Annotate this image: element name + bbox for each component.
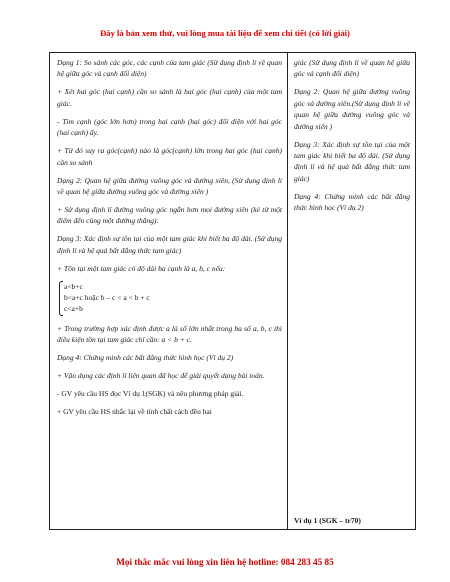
paragraph: giác (Sử dụng định lí về quan hệ giữa góc và cạnh đối diện) xyxy=(294,58,410,79)
right-paragraphs xyxy=(294,57,410,214)
inequality-line: a<b+c xyxy=(64,281,83,291)
left-paragraphs xyxy=(57,57,282,274)
paragraph: + Tồn tại một tam giác có độ dài ba cạnh là a, b, c nếu: xyxy=(57,263,226,273)
paragraph: Dạng 3: Xác định sự tồn tại của một tam giác khi biết ba độ dài. (Sử dụng định lí và hệ quả bất đẳng thức tam giác) xyxy=(57,234,282,255)
left-paragraphs-after xyxy=(57,323,282,418)
lesson-table xyxy=(49,52,416,530)
teacher-activity-column xyxy=(50,53,287,424)
paragraph: + Xét hai góc (hai cạnh) cần so sánh là hai góc (hai cạnh) của một tam giác. xyxy=(57,87,282,108)
example-label: Ví dụ 1 (SGK – tr70) xyxy=(294,516,361,525)
paragraph: + GV yêu cầu HS nhắc lại về tính chất cách đều hai xyxy=(57,407,212,417)
paragraph: Dạng 3: Xác định sự tồn tại của một tam giác khi biết ba độ dài. (Sử dụng định lí và hệ quả bất đẳng thức tam giác) xyxy=(294,139,410,183)
triangle-inequality-system xyxy=(59,281,282,315)
paragraph: + Sử dụng định lí đường vuông góc ngắn hơn mọi đường xiên (kẻ từ một điểm đến cùng một đường thẳng). xyxy=(57,205,282,226)
paragraph: + Vận dụng các định lí liên quan đã học để giải quyết dạng bài toán. xyxy=(57,371,265,381)
paragraph: + Từ đó suy ra góc(cạnh) nào là góc(cạnh) lớn trong hai góc (hai cạnh) cần so sánh xyxy=(57,146,282,167)
paragraph: + Trong trường hợp xác định được a là số lớn nhất trong ba số a, b, c thì điều kiện tồn tại tam giác chỉ cần: a < b + c. xyxy=(57,323,282,345)
content-column xyxy=(288,53,415,220)
brace-icon xyxy=(59,281,63,316)
paragraph: Dạng 4: Chứng minh các bất đẳng thức hình học (Ví dụ 2) xyxy=(57,353,234,363)
inequality-line: b<a+c hoặc b – c < a < b + c xyxy=(64,292,150,302)
hotline-banner: Mọi thắc mắc vui lòng xin liên hệ hotline: 084 283 45 85 xyxy=(116,557,334,567)
paragraph: Dạng 2: Quan hệ giữa đường vuông góc và đường xiên.(Sử dụng định lí về quan hệ giữa đường vuông góc và đường xiên ) xyxy=(294,87,410,131)
paragraph: Dạng 2: Quan hệ giữa đường vuông góc và đường xiên, (Sử dụng định lí về quan hệ giữa đường vuông góc và đường xiên ) xyxy=(57,175,282,197)
preview-notice-banner: Đây là bản xem thử, vui lòng mua tài liệu để xem chi tiết (có lời giải) xyxy=(100,28,350,38)
paragraph: Dạng 4: Chứng minh các bất đẳng thức hình học (Ví dụ 2) xyxy=(294,191,410,213)
paragraph: Dạng 1: So sánh các góc, các cạnh của tam giác (Sử dụng định lí về quan hệ giữa góc và cạnh đối diện) xyxy=(57,58,282,79)
paragraph: - GV yêu cầu HS đọc Ví dụ 1(SGK) và nêu phương pháp giải. xyxy=(57,389,244,399)
inequality-line: c<a+b xyxy=(64,303,83,313)
paragraph: - Tìm cạnh (góc lớn hơn) trong hai cạnh (hai góc) đối diện với hai góc (hai cạnh) ấy. xyxy=(57,116,282,138)
